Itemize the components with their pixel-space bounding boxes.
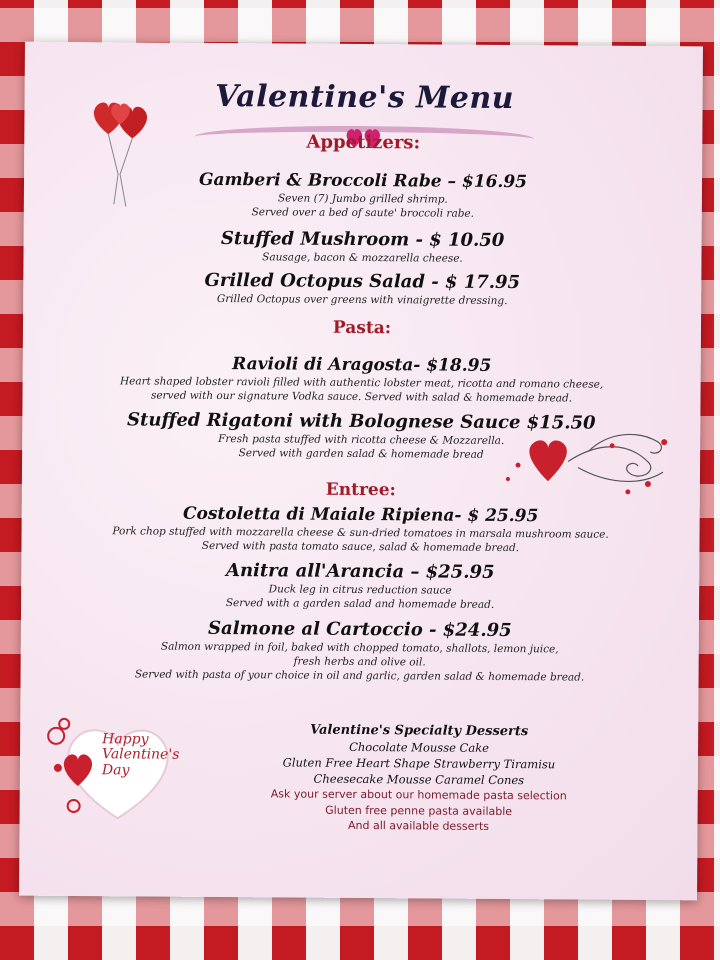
- dessert-item: Gluten Free Heart Shape Strawberry Tiramisu: [282, 755, 556, 772]
- dish-name: Anitra all'Arancia – $25.95: [225, 560, 495, 583]
- dish-desc: Served with pasta tomato sauce, salad & homemade bread.: [201, 539, 520, 554]
- badge-line: Valentine's: [101, 746, 180, 764]
- dish-name: Gamberi & Broccoli Rabe – $16.95: [198, 169, 528, 193]
- section-pasta: Pasta:: [332, 317, 392, 339]
- dish-desc: fresh herbs and olive oil.: [293, 655, 426, 669]
- badge-line: Day: [101, 761, 130, 779]
- dish-desc: Served over a bed of saute' broccoli rabe.: [251, 205, 475, 220]
- dish-name: Stuffed Mushroom - $ 10.50: [220, 228, 505, 251]
- dish-desc: Heart shaped lobster ravioli filled with authentic lobster meat, ricotta and romano cheese,: [119, 374, 604, 391]
- desserts-heading: Valentine's Specialty Desserts: [310, 722, 529, 740]
- dish-desc: Pork chop stuffed with mozzarella cheese & sun-dried tomatoes in marsala mushroom sauce.: [112, 524, 609, 541]
- pasta-item: [22, 354, 700, 407]
- dish-name: Salmone al Cartoccio - $24.95: [208, 617, 512, 642]
- appetizer-item: [23, 228, 701, 268]
- dish-desc: Duck leg in citrus reduction sauce: [268, 583, 452, 597]
- dish-name: Ravioli di Aragosta- $18.95: [232, 354, 492, 376]
- dish-name: Grilled Octopus Salad - $ 17.95: [204, 269, 521, 294]
- dish-desc: Fresh pasta stuffed with ricotta cheese & Mozzarella.: [218, 432, 505, 447]
- desserts-block: [79, 722, 720, 836]
- dessert-item: Chocolate Mousse Cake: [349, 739, 490, 755]
- badge-line: Happy: [102, 731, 149, 748]
- entree-item: [21, 560, 699, 614]
- dish-desc: served with our signature Vodka sauce. Served with salad & homemade bread.: [150, 389, 573, 405]
- menu-paper: [19, 42, 703, 901]
- dish-desc: Salmon wrapped in foil, baked with chopped tomato, shallots, lemon juice,: [160, 640, 559, 656]
- dish-desc: Seven (7) Jumbo grilled shrimp.: [277, 191, 448, 206]
- section-appetizers: Appetizers:: [306, 131, 421, 154]
- dish-desc: Sausage, bacon & mozzarella cheese.: [262, 250, 463, 265]
- appetizer-item: [24, 170, 702, 223]
- menu-content: [19, 42, 703, 901]
- entree-item: [21, 618, 699, 686]
- menu-title: Valentine's Menu: [215, 78, 515, 117]
- note-line: And all available desserts: [347, 818, 490, 833]
- dish-name: Costoletta di Maiale Ripiena- $ 25.95: [182, 503, 539, 527]
- dish-desc: Served with a garden salad and homemade bread.: [225, 596, 495, 611]
- note-line: Ask your server about our homemade pasta selection: [270, 787, 567, 803]
- dessert-item: Cheesecake Mousse Caramel Cones: [313, 771, 525, 788]
- dish-desc: Served with pasta of your choice in oil and garlic, garden salad & homemade bread.: [134, 668, 585, 684]
- dish-name: Stuffed Rigatoni with Bolognese Sauce $15.50: [127, 409, 596, 434]
- appetizer-item: [23, 270, 701, 310]
- section-entree: Entree:: [325, 479, 396, 501]
- note-line: Gluten free penne pasta available: [325, 803, 513, 818]
- dish-desc: Served with garden salad & homemade bread: [238, 447, 484, 461]
- dish-desc: Grilled Octopus over greens with vinaigrette dressing.: [216, 292, 508, 307]
- entree-item: [21, 504, 699, 557]
